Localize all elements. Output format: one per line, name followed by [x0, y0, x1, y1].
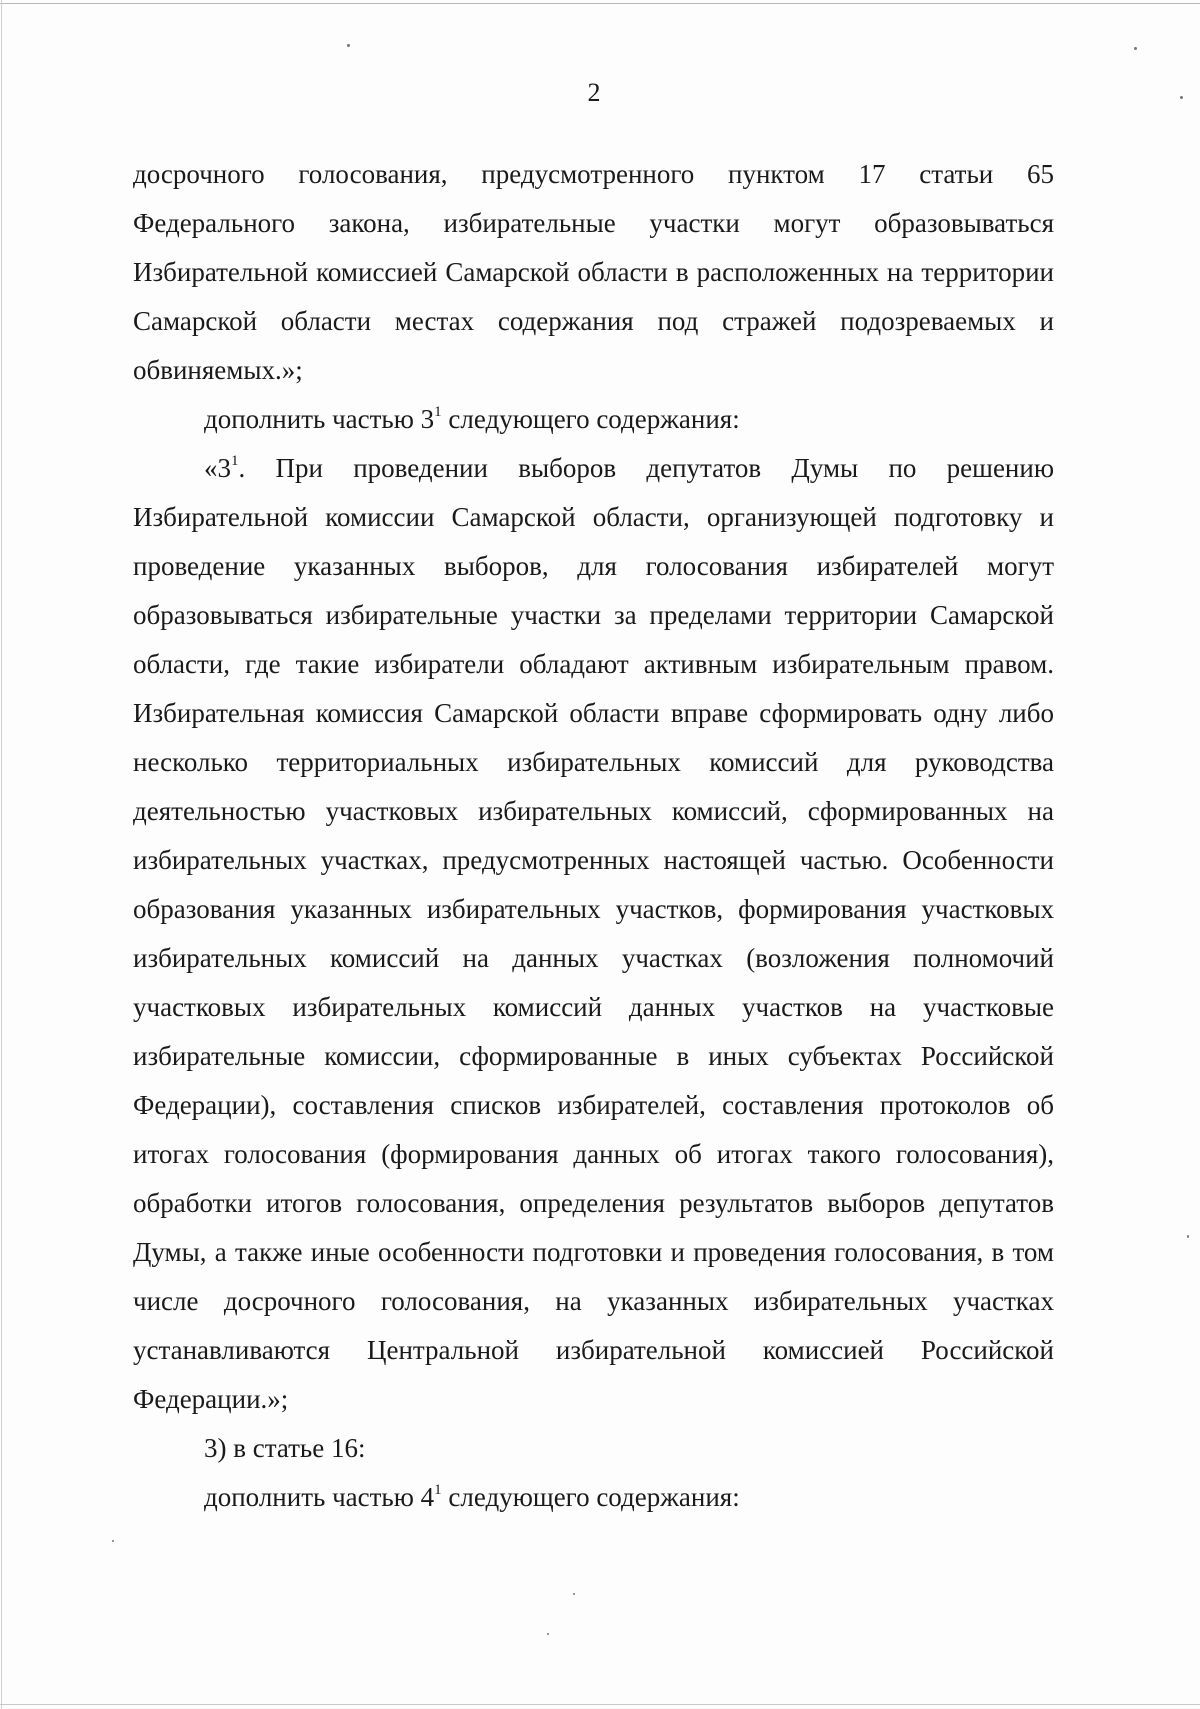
paragraph-amendment-part-3-1: [133, 395, 1054, 444]
scan-speck: [1134, 47, 1137, 50]
superscript: 1: [434, 1482, 442, 1498]
scan-speck: [112, 1540, 114, 1542]
scan-speck: [347, 44, 350, 47]
paragraph-text: «3: [204, 453, 231, 483]
paragraph-text: дополнить частью 3: [204, 404, 435, 434]
scan-speck: [1187, 1235, 1189, 1238]
scan-edge-bottom: [0, 1704, 1200, 1705]
superscript: 1: [231, 453, 239, 469]
scan-speck: [547, 1633, 549, 1635]
scan-edge-top: [0, 3, 1200, 4]
superscript: 1: [434, 404, 442, 420]
scan-edge-left: [1, 0, 2, 1709]
paragraph-article-16: [133, 1424, 1054, 1473]
paragraph-text: досрочного голосования, предусмотренного пунктом 17 статьи 65 Федерального закона, избирательные участки могут образовываться Избирательной комиссией Самарской области в расположенных на территории Самарской области местах содержания под стражей подозреваемых и обвиняемых.»;: [133, 159, 1054, 385]
page-number: 2: [587, 78, 601, 107]
paragraph-text: 3) в статье 16:: [204, 1433, 366, 1463]
paragraph-continuation: [133, 150, 1054, 395]
paragraph-amendment-part-4-1: [133, 1473, 1054, 1522]
scan-speck: [573, 1593, 575, 1595]
paragraph-text: следующего содержания:: [441, 404, 740, 434]
paragraph-text: дополнить частью 4: [204, 1482, 435, 1512]
paragraph-text: следующего содержания:: [441, 1482, 740, 1512]
document-body: [133, 150, 1054, 1522]
paragraph-text: . При проведении выборов депутатов Думы по решению Избирательной комиссии Самарской области, организующей подготовку и проведение указанных выборов, для голосования избирателей могут образовываться избирательные участки за пределами территории Самарской области, где такие избиратели обладают активным избирательным правом. Избирательная комиссия Самарской области вправе сформировать одну либо несколько территориальных избирательных комиссий для руководства деятельностью участковых избирательных комиссий, сформированных на избирательных участках, предусмотренных настоящей частью. Особенности образования указанных избирательных участков, формирования участковых избирательных комиссий на данных участках (возложения полномочий участковых избирательных комиссий данных участков на участковые избирательные комиссии, сформированные в иных субъектах Российской Федерации), составления списков избирателей, составления протоколов об итогах голосования (формирования данных об итогах такого голосования), обработки итогов голосования, определения результатов выборов депутатов Думы, а также иные особенности подготовки и проведения голосования, в том числе досрочного голосования, на указанных избирательных участках устанавливаются Центральной избирательной комиссией Российской Федерации.»;: [133, 453, 1054, 1414]
paragraph-part-3-1-content: [133, 444, 1054, 1424]
